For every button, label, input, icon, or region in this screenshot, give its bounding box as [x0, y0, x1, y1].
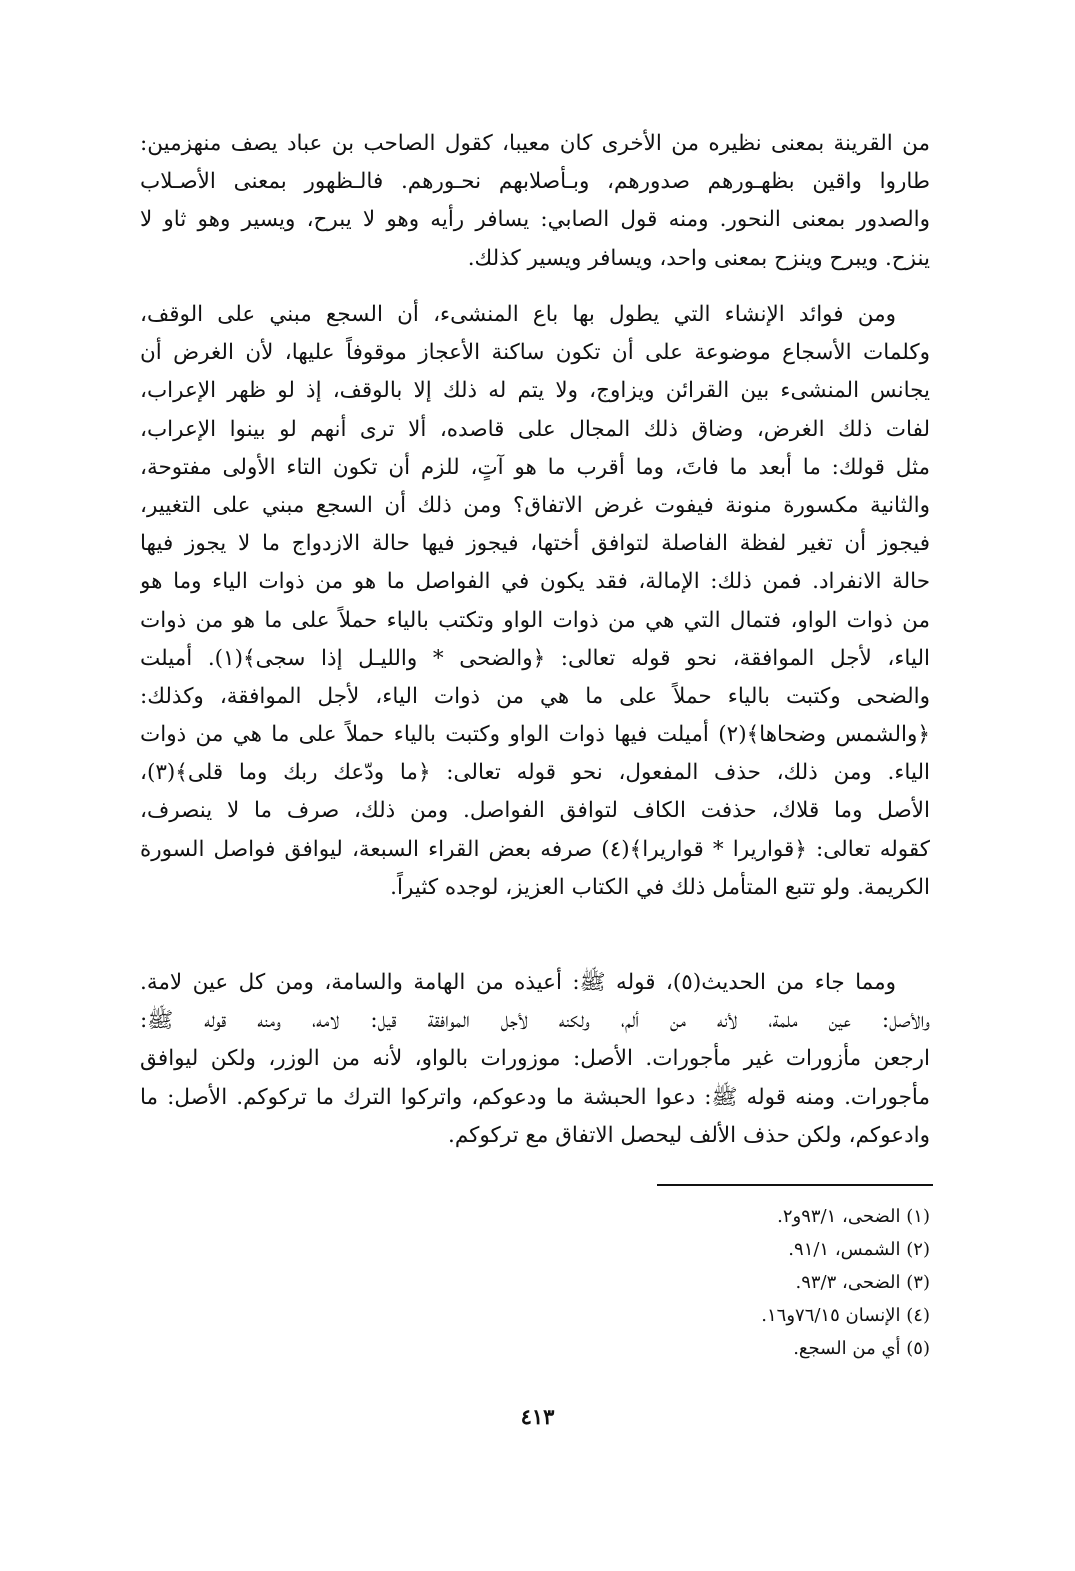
text-line: ومما جاء من الحديث(٥)، قوله ﷺ: أعيذه من الهامة والسامة، ومن كل عين لامة. — [140, 970, 896, 995]
paragraph-2 — [140, 296, 930, 907]
footnote-5: (٥) أي من السجع. — [793, 1338, 930, 1359]
paragraph-3 — [140, 964, 930, 1155]
text-line: والثانية مكسورة منونة فيفوت غرض الاتفاق؟ ومن ذلك أن السجع مبني على التغيير، — [140, 492, 930, 518]
text-line: والصدور بمعنى النحور. ومنه قول الصابي: يسافر رأيه وهو لا يبرح، ويسير وهو ثاو لا — [140, 207, 930, 233]
text-line: مأجورات. ومنه قوله ﷺ: دعوا الحبشة ما ودعوكم، واتركوا الترك ما تركوكم. الأصل: ما — [140, 1084, 930, 1110]
text-line: وكلمات الأسجاع موضوعة على أن تكون ساكنة الأعجاز موقوفاً عليها، لأن الغرض أن — [140, 340, 930, 366]
text-line: الياء. ومن ذلك، حذف المفعول، نحو قوله تعالى: ﴿ما ودّعك ربك وما قلى﴾(٣)، — [140, 760, 930, 786]
text-line: ارجعن مأزورات غير مأجورات. الأصل: موزورات بالواو، لأنه من الوزر، ولكن ليوافق — [140, 1046, 930, 1072]
text-line: مثل قولك: ما أبعد ما فاتَ، وما أقرب ما هو آتٍ، للزم أن تكون التاء الأولى مفتوحة، — [140, 454, 930, 480]
page-number: ٤١٣ — [520, 1404, 555, 1429]
text-line: والضحى وكتبت بالياء حملاً على ما هي من ذوات الياء، لأجل الموافقة، وكذلك: — [140, 683, 930, 709]
text-line: حالة الانفراد. فمن ذلك: الإمالة، فقد يكون في الفواصل ما هو من ذوات الياء وما هو — [140, 569, 930, 595]
text-line: ينزح. ويبرح وينزح بمعنى واحد، ويسافر ويسير كذلك. — [467, 245, 930, 271]
footnote-divider — [657, 1184, 933, 1186]
text-line: الكريمة. ولو تتبع المتأمل ذلك في الكتاب العزيز، لوجده كثيراً. — [390, 874, 930, 900]
text-line: طاروا واقين بظهـورهم صدورهم، وبـأصلابهم نحـورهم. فالـظهور بمعنى الأصـلاب — [140, 169, 930, 195]
footnote-1: (١) الضحى، ٩٣/١و٢. — [777, 1206, 930, 1227]
footnote-2: (٢) الشمس، ٩١/١. — [788, 1239, 930, 1260]
text-line: وادعوكم، ولكن حذف الألف ليحصل الاتفاق مع تركوكم. — [448, 1122, 930, 1148]
footnote-3: (٣) الضحى، ٩٣/٣. — [795, 1272, 930, 1293]
text-line: فيجوز أن تغير لفظة الفاصلة لتوافق أختها، فيجوز فيها حالة الازدواج ما لا يجوز فيها — [140, 531, 930, 557]
text-line: من القرينة بمعنى نظيره من الأخرى كان معيبا، كقول الصاحب بن عباد يصف منهزمين: — [140, 131, 930, 156]
footnote-4: (٤) الإنسان ٧٦/١٥و١٦. — [761, 1305, 930, 1326]
text-line: لفات ذلك الغرض، وضاق ذلك المجال على قاصده، ألا ترى أنهم لو بينوا الإعراب، — [140, 416, 930, 442]
text-line: من ذوات الواو، فتمال التي هي من ذوات الواو وتكتب بالياء حملاً على ما هو من ذوات — [140, 607, 930, 633]
text-line: ومن فوائد الإنشاء التي يطول بها باع المنشىء، أن السجع مبني على الوقف، — [140, 302, 896, 327]
paragraph-1 — [140, 125, 930, 278]
text-line: يجانس المنشىء بين القرائن ويزاوج، ولا يتم له ذلك إلا بالوقف، إذ لو ظهر الإعراب، — [140, 378, 930, 404]
text-line: ﴿والشمس وضحاها﴾(٢) أميلت فيها ذوات الواو وكتبت بالياء حملاً على ما هي من ذوات — [140, 722, 930, 748]
text-line: والأصل: عين ملمة، لأنه من ألم، ولكنه لأجل الموافقة قيل: لامه، ومنه قوله ﷺ: — [140, 1008, 930, 1034]
footnotes — [530, 1200, 930, 1365]
text-line: الياء، لأجل الموافقة، نحو قوله تعالى: ﴿والضحى * والليـل إذا سجى﴾(١). أميلت — [140, 645, 930, 671]
text-line: الأصل وما قلاك، حذفت الكاف لتوافق الفواصل. ومن ذلك، صرف ما لا ينصرف، — [140, 798, 930, 824]
text-line: كقوله تعالى: ﴿قواريرا * قواريرا﴾(٤) صرفه بعض القراء السبعة، ليوافق فواصل السورة — [140, 836, 930, 862]
